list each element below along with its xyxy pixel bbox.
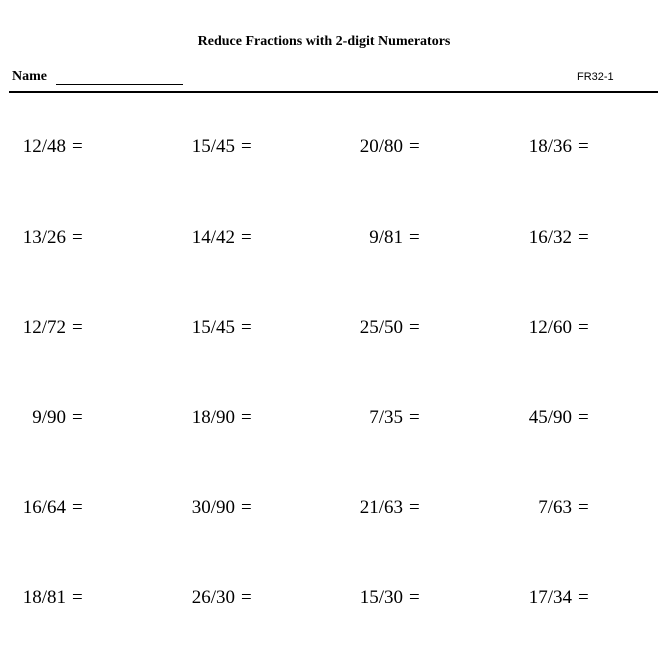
equals-sign: = bbox=[578, 136, 589, 157]
fraction-text: 20/80 bbox=[359, 136, 403, 157]
fraction-text: 12/72 bbox=[22, 317, 66, 338]
equals-sign: = bbox=[578, 227, 589, 248]
fraction-text: 25/50 bbox=[359, 317, 403, 338]
fraction-text: 17/34 bbox=[528, 587, 572, 608]
fraction-text: 12/48 bbox=[22, 136, 66, 157]
fraction-text: 15/30 bbox=[359, 587, 403, 608]
fraction-text: 7/63 bbox=[538, 497, 572, 518]
equals-sign: = bbox=[409, 136, 420, 157]
equals-sign: = bbox=[578, 407, 589, 428]
equals-sign: = bbox=[241, 407, 252, 428]
fraction-text: 18/36 bbox=[528, 136, 572, 157]
equals-sign: = bbox=[241, 497, 252, 518]
name-blank-line bbox=[56, 84, 183, 85]
fraction-text: 16/64 bbox=[22, 497, 66, 518]
equals-sign: = bbox=[409, 227, 420, 248]
fraction-text: 45/90 bbox=[528, 407, 572, 428]
equals-sign: = bbox=[409, 407, 420, 428]
equals-sign: = bbox=[72, 587, 83, 608]
fraction-text: 18/81 bbox=[22, 587, 66, 608]
fraction-text: 26/30 bbox=[191, 587, 235, 608]
equals-sign: = bbox=[578, 497, 589, 518]
equals-sign: = bbox=[409, 587, 420, 608]
equals-sign: = bbox=[241, 587, 252, 608]
equals-sign: = bbox=[578, 587, 589, 608]
fraction-text: 9/90 bbox=[32, 407, 66, 428]
fraction-text: 16/32 bbox=[528, 227, 572, 248]
fraction-text: 13/26 bbox=[22, 227, 66, 248]
equals-sign: = bbox=[72, 136, 83, 157]
equals-sign: = bbox=[72, 317, 83, 338]
fraction-text: 9/81 bbox=[369, 227, 403, 248]
header-rule bbox=[9, 91, 658, 93]
name-label: Name bbox=[12, 69, 47, 84]
equals-sign: = bbox=[241, 227, 252, 248]
equals-sign: = bbox=[72, 227, 83, 248]
fraction-text: 30/90 bbox=[191, 497, 235, 518]
equals-sign: = bbox=[409, 317, 420, 338]
fraction-text: 15/45 bbox=[191, 317, 235, 338]
fraction-text: 21/63 bbox=[359, 497, 403, 518]
fraction-text: 7/35 bbox=[369, 407, 403, 428]
fraction-text: 14/42 bbox=[191, 227, 235, 248]
equals-sign: = bbox=[578, 317, 589, 338]
equals-sign: = bbox=[409, 497, 420, 518]
equals-sign: = bbox=[72, 497, 83, 518]
worksheet-title: Reduce Fractions with 2-digit Numerators bbox=[197, 34, 451, 49]
worksheet-code: FR32-1 bbox=[577, 71, 614, 83]
equals-sign: = bbox=[72, 407, 83, 428]
equals-sign: = bbox=[241, 136, 252, 157]
equals-sign: = bbox=[241, 317, 252, 338]
fraction-text: 15/45 bbox=[191, 136, 235, 157]
fraction-text: 12/60 bbox=[528, 317, 572, 338]
fraction-text: 18/90 bbox=[191, 407, 235, 428]
